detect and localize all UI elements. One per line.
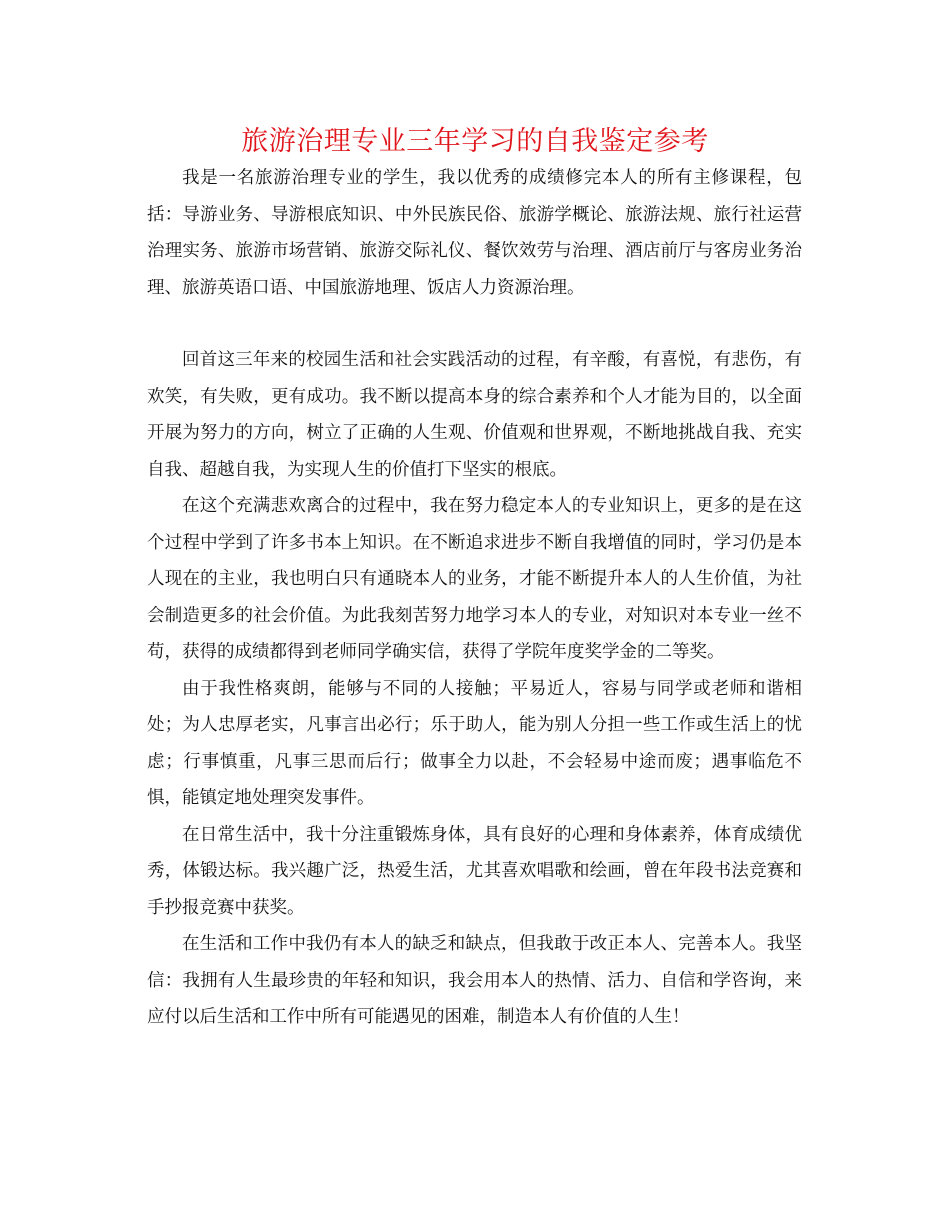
document-body	[147, 160, 802, 1036]
paragraph-personality: 由于我性格爽朗，能够与不同的人接触；平易近人，容易与同学或老师和谐相处；为人忠厚老实，凡事言出必行；乐于助人，能为别人分担一些工作或生活上的忧虑；行事慎重，凡事三思而后行；做事全力以赴，不会轻易中途而废；遇事临危不惧，能镇定地处理突发事件。	[147, 678, 802, 808]
paragraph-courses: 我是一名旅游治理专业的学生，我以优秀的成绩修完本人的所有主修课程，包括：导游业务、导游根底知识、中外民族民俗、旅游学概论、旅游法规、旅行社运营治理实务、旅游市场营销、旅游交际礼仪、餐饮效劳与治理、酒店前厅与客房业务治理、旅游英语口语、中国旅游地理、饭店人力资源治理。	[147, 168, 802, 298]
paragraph-study: 在这个充满悲欢离合的过程中，我在努力稳定本人的专业知识上，更多的是在这个过程中学到了许多书本上知识。在不断追求进步不断自我增值的同时，学习仍是本人现在的主业，我也明白只有通晓本人的业务，才能不断提升本人的人生价值，为社会制造更多的社会价值。为此我刻苦努力地学习本人的专业，对知识对本专业一丝不苟，获得的成绩都得到老师同学确实信，获得了学院年度奖学金的二等奖。	[147, 496, 802, 662]
document-title: 旅游治理专业三年学习的自我鉴定参考	[241, 126, 709, 157]
paragraph-reflection: 回首这三年来的校园生活和社会实践活动的过程，有辛酸，有喜悦，有悲伤，有欢笑，有失败，更有成功。我不断以提高本身的综合素养和个人才能为目的，以全面开展为努力的方向，树立了正确的人生观、价值观和世界观，不断地挑战自我、充实自我、超越自我，为实现人生的价值打下坚实的根底。	[147, 350, 802, 480]
paragraph-daily-life: 在日常生活中，我十分注重锻炼身体，具有良好的心理和身体素养，体育成绩优秀，体锻达标。我兴趣广泛，热爱生活，尤其喜欢唱歌和绘画，曾在年段书法竞赛和手抄报竞赛中获奖。	[147, 824, 802, 918]
paragraph-conclusion: 在生活和工作中我仍有本人的缺乏和缺点，但我敢于改正本人、完善本人。我坚信：我拥有人生最珍贵的年轻和知识，我会用本人的热情、活力、自信和学咨询，来应付以后生活和工作中所有可能遇见的困难，制造本人有价值的人生！	[147, 934, 802, 1027]
paragraph-spacer	[147, 306, 802, 342]
